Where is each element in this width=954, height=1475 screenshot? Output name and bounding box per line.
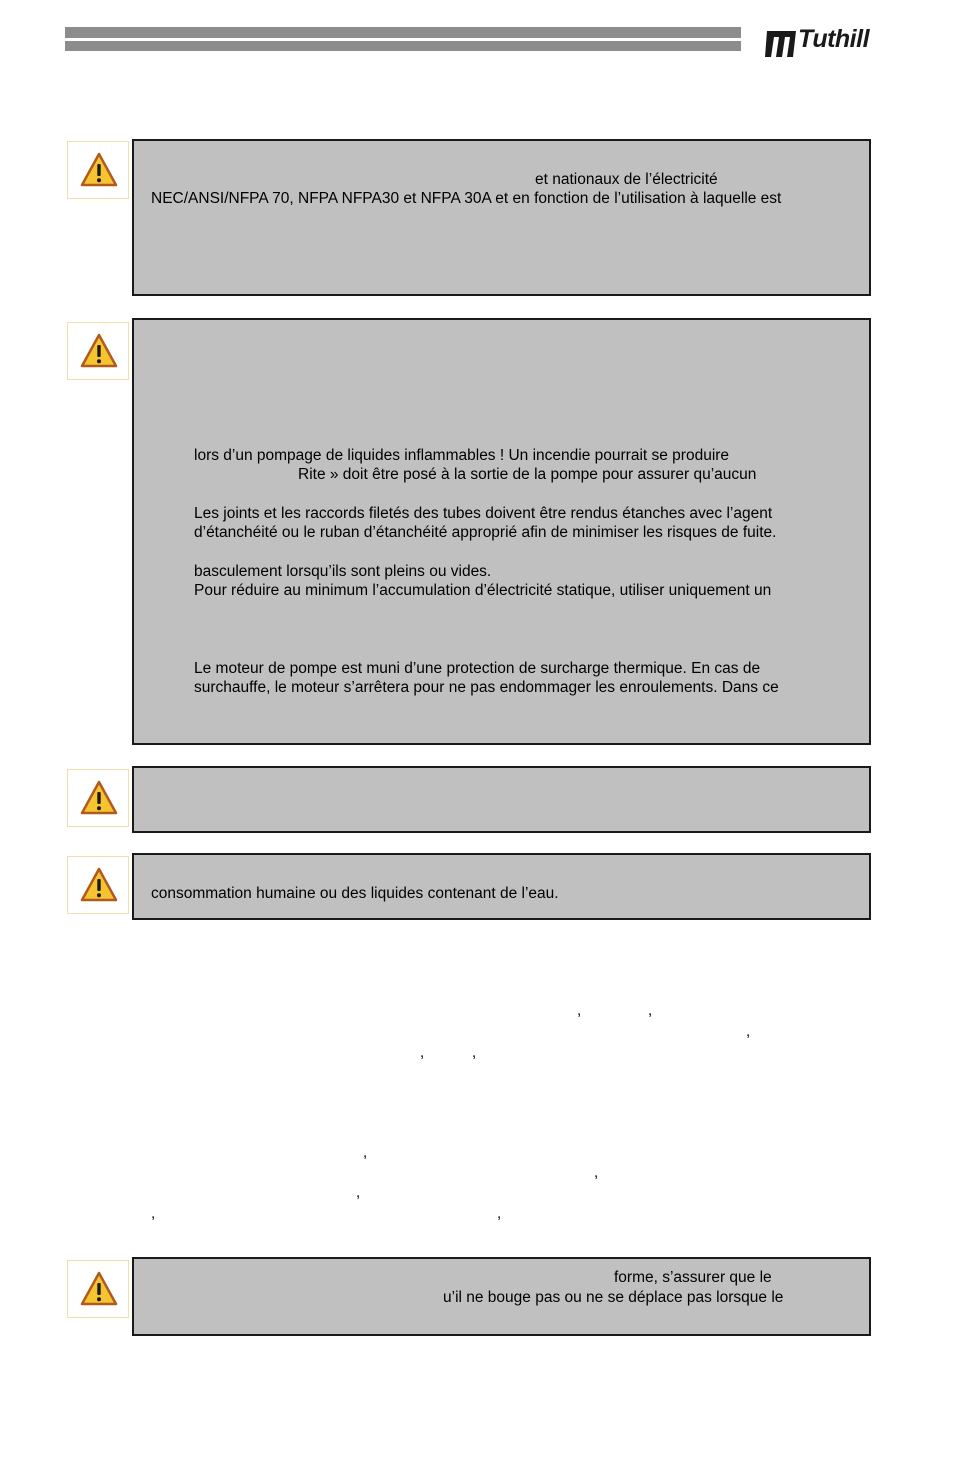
warning-text: NEC/ANSI/NFPA 70, NFPA NFPA30 et NFPA 30A et en fonction de l’utilisation à laquelle est bbox=[151, 190, 782, 207]
header-rule-top bbox=[65, 27, 741, 38]
warning-text: Rite » doit être posé à la sortie de la pompe pour assurer qu’aucun bbox=[298, 466, 757, 483]
header-rule-bottom bbox=[65, 41, 741, 51]
warning-icon bbox=[67, 769, 129, 827]
body-comma: , bbox=[746, 1023, 751, 1040]
warning-icon bbox=[67, 322, 129, 380]
warning-text: et nationaux de l’électricité bbox=[535, 171, 718, 188]
warning-icon bbox=[67, 141, 129, 199]
warning-text: u’il ne bouge pas ou ne se déplace pas lorsque le bbox=[443, 1289, 784, 1306]
body-comma: , bbox=[577, 1002, 582, 1019]
body-comma: , bbox=[497, 1205, 502, 1222]
warning-text: Les joints et les raccords filetés des tubes doivent être rendus étanches avec l’agent bbox=[194, 505, 773, 522]
warning-text: d’étanchéité ou le ruban d’étanchéité approprié afin de minimiser les risques de fuite. bbox=[194, 524, 777, 541]
warning-text: Le moteur de pompe est muni d’une protection de surcharge thermique. En cas de bbox=[194, 660, 761, 677]
brand-name: Tuthill bbox=[798, 25, 870, 53]
warning-icon bbox=[67, 856, 129, 914]
warning-text: surchauffe, le moteur s’arrêtera pour ne pas endommager les enroulements. Dans ce bbox=[194, 679, 779, 696]
warning-box-blank bbox=[132, 766, 871, 833]
warning-box-flammable bbox=[132, 318, 871, 745]
body-comma: , bbox=[594, 1164, 599, 1181]
warning-text: consommation humaine ou des liquides contenant de l’eau. bbox=[151, 885, 559, 902]
warning-text: lors d’un pompage de liquides inflammables ! Un incendie pourrait se produire bbox=[194, 447, 730, 464]
tuthill-mark-icon bbox=[764, 27, 796, 59]
warning-icon bbox=[67, 1260, 129, 1318]
tuthill-logo bbox=[764, 26, 876, 58]
warning-text: Pour réduire au minimum l’accumulation d’électricité statique, utiliser uniquement un bbox=[194, 582, 772, 599]
body-comma: , bbox=[356, 1184, 361, 1201]
warning-box-electrical bbox=[132, 139, 871, 296]
body-comma: , bbox=[420, 1044, 425, 1061]
body-comma: , bbox=[648, 1002, 653, 1019]
body-comma: , bbox=[472, 1044, 477, 1061]
body-comma: , bbox=[363, 1144, 368, 1161]
body-comma: , bbox=[151, 1205, 156, 1222]
warning-box-water bbox=[132, 853, 871, 920]
warning-box-mounting bbox=[132, 1257, 871, 1336]
warning-text: basculement lorsqu’ils sont pleins ou vides. bbox=[194, 563, 492, 580]
warning-text: forme, s’assurer que le bbox=[614, 1269, 772, 1286]
